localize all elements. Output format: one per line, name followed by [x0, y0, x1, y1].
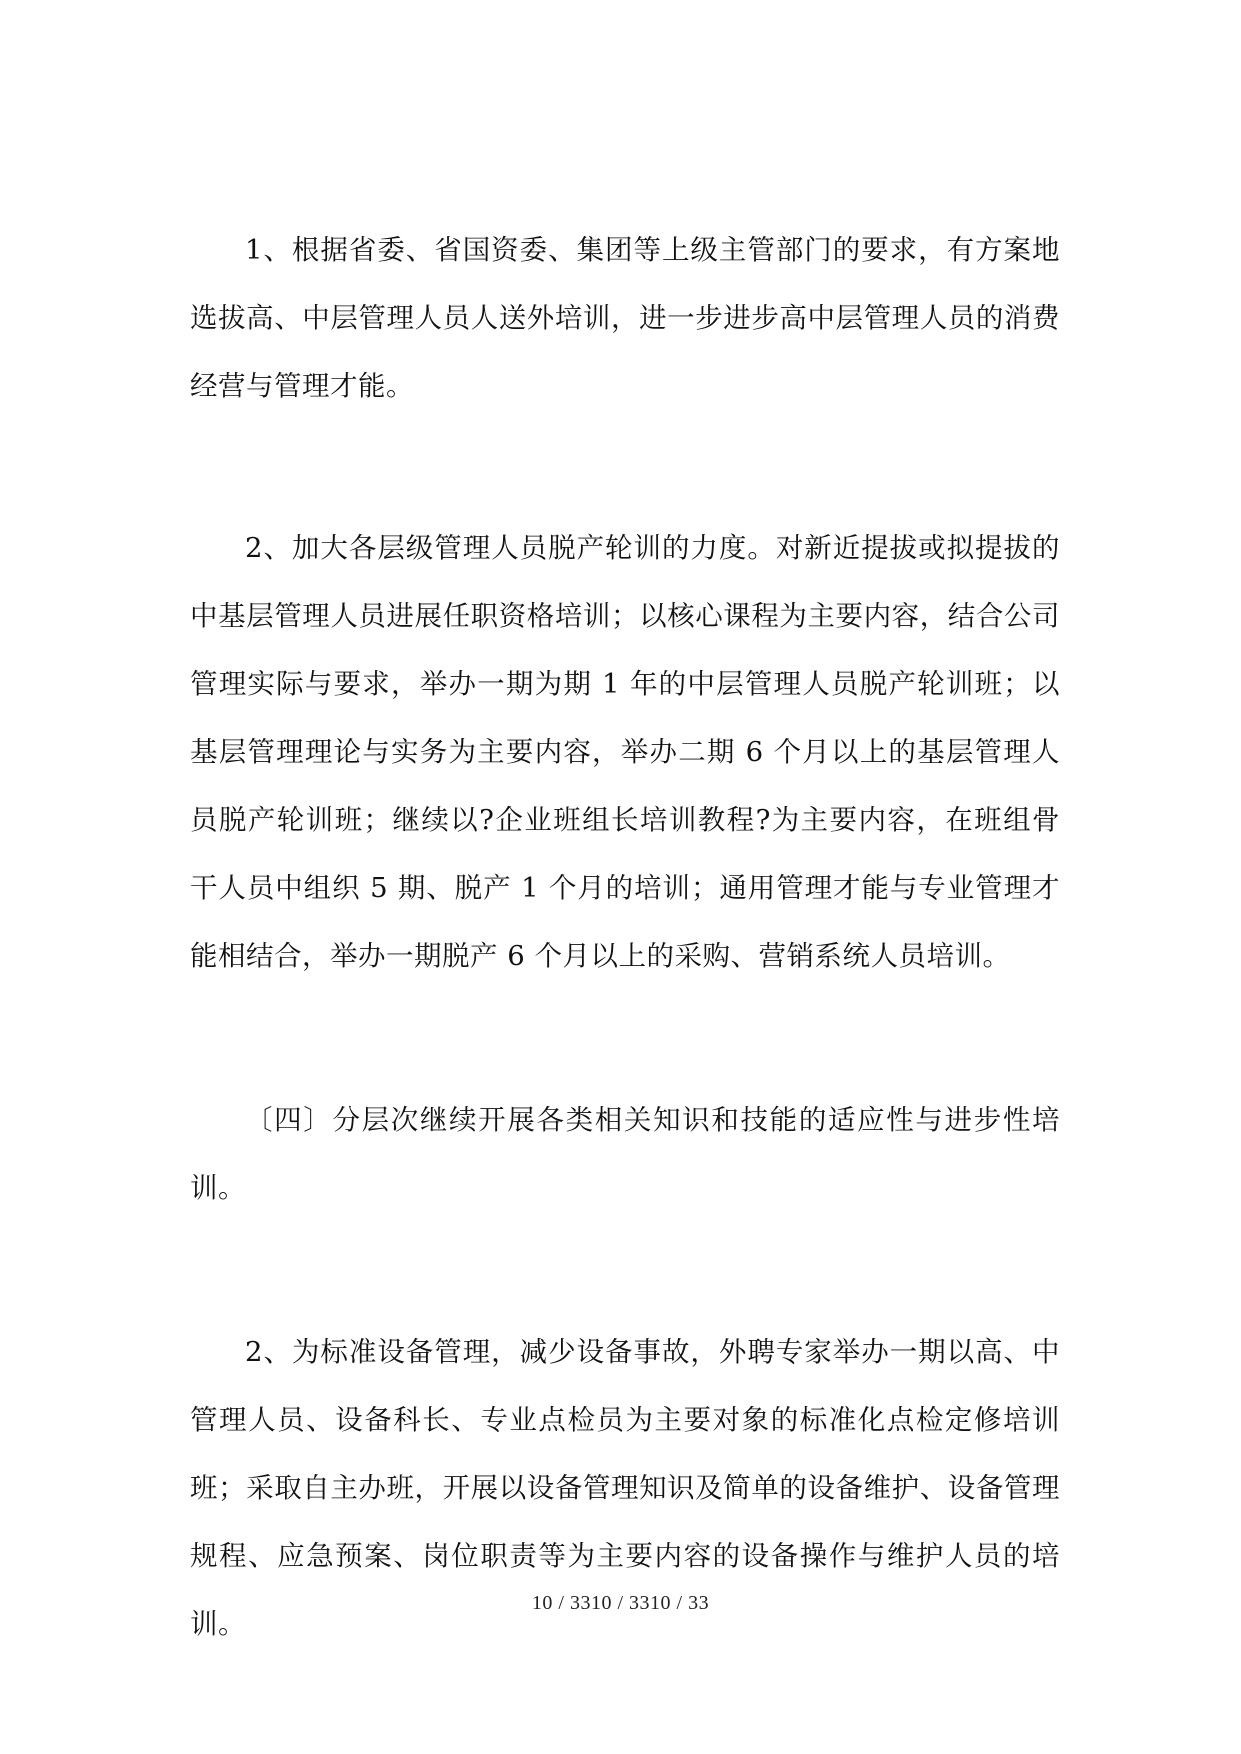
paragraph-1: 1、根据省委、省国资委、集团等上级主管部门的要求，有方案地选拔高、中层管理人员人送外培训，进一步进步高中层管理人员的消费经营与管理才能。: [190, 234, 1060, 402]
document-body: [190, 216, 1060, 1658]
page-number-footer: 10 / 3310 / 3310 / 33: [531, 1592, 710, 1614]
paragraph-2: 2、加大各层级管理人员脱产轮训的力度。对新近提拔或拟提拔的中基层管理人员进展任职资格培训；以核心课程为主要内容，结合公司管理实际与要求，举办一期为期 1 年的中层管理人员脱产轮训班；以基层管理理论与实务为主要内容，举办二期 6 个月以上的基层管理人员脱产轮训班；继续以?企业班组长培训教程?为主要内容，在班组骨干人员中组织 5 期、脱产 1 个月的培训；通用管理才能与专业管理才能相结合，举办一期脱产 6 个月以上的采购、营销系统人员培训。: [190, 532, 1060, 972]
section-heading-4: 〔四〕分层次继续开展各类相关知识和技能的适应性与进步性培训。: [190, 1104, 1060, 1204]
paragraph-3: 2、为标准设备管理，减少设备事故，外聘专家举办一期以高、中管理人员、设备科长、专业点检员为主要对象的标准化点检定修培训班；采取自主办班，开展以设备管理知识及简单的设备维护、设备管理规程、应急预案、岗位职责等为主要内容的设备操作与维护人员的培训。: [190, 1336, 1060, 1640]
